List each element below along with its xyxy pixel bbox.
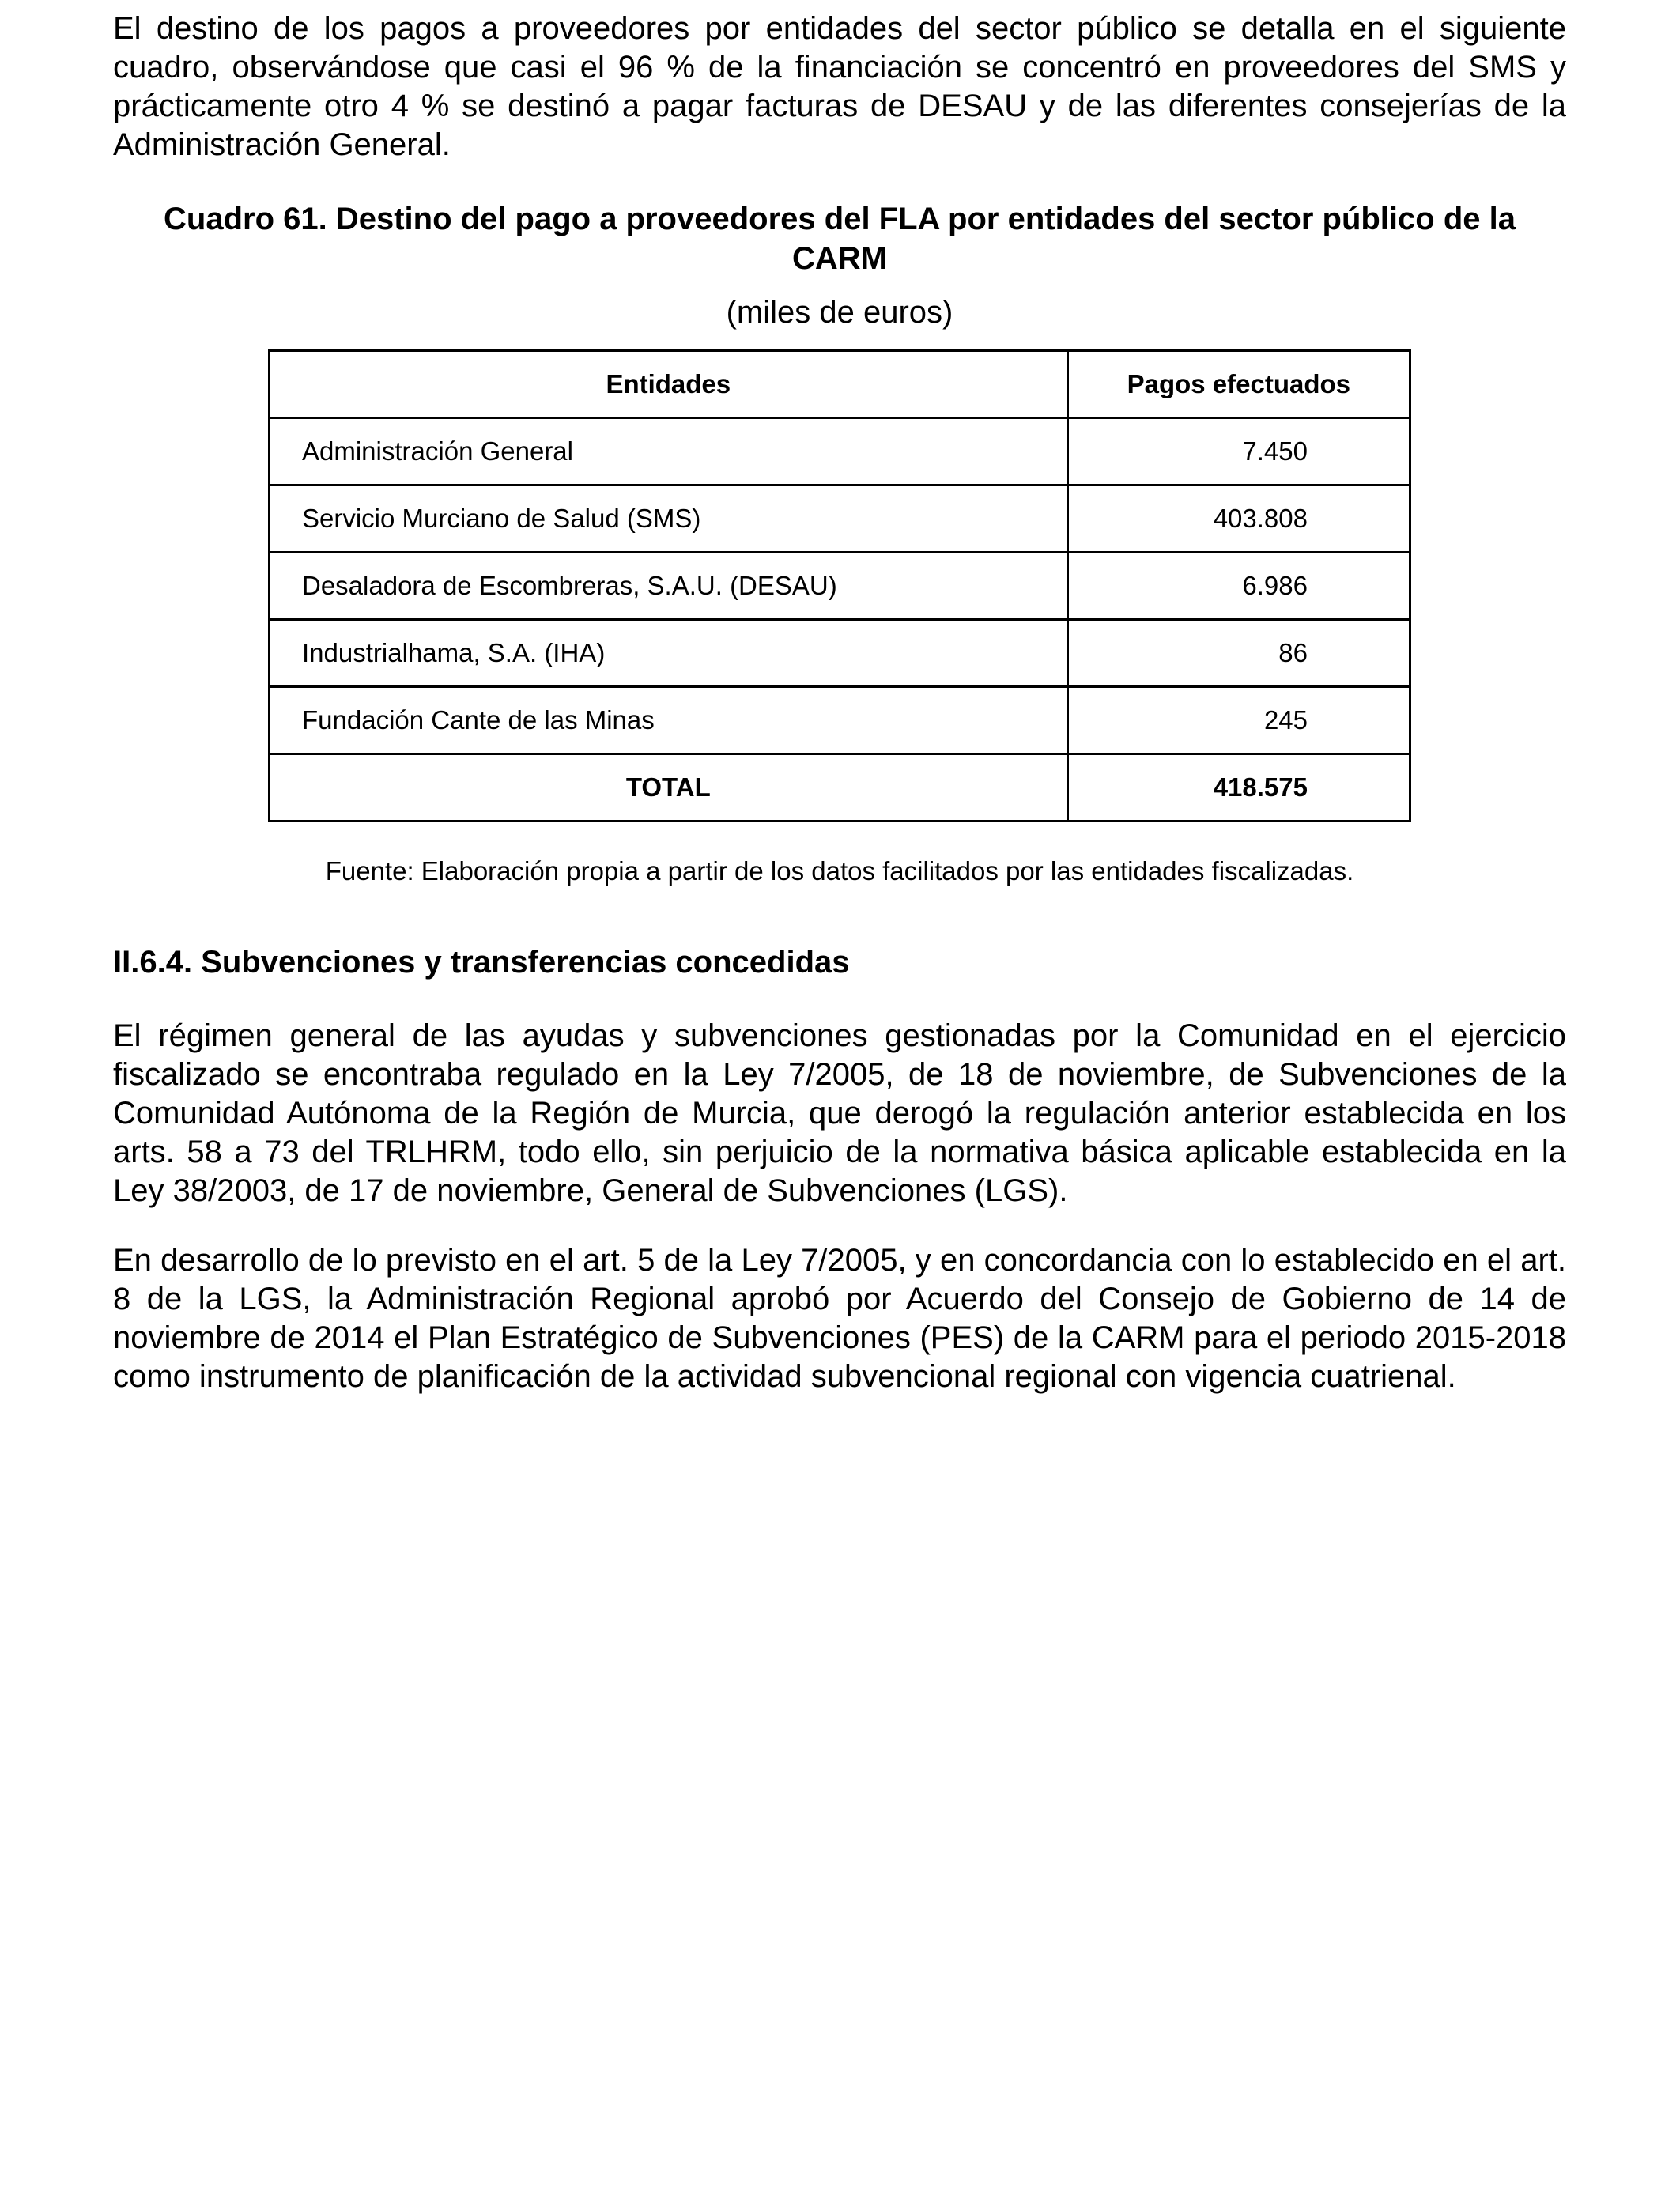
total-value: 418.575 <box>1067 754 1410 821</box>
payment-value: 86 <box>1067 620 1410 687</box>
payment-value: 7.450 <box>1067 418 1410 485</box>
entity-name: Fundación Cante de las Minas <box>270 687 1068 754</box>
table-row <box>270 418 1410 485</box>
body-paragraph: El régimen general de las ayudas y subvenciones gestionadas por la Comunidad en el ejercicio fiscalizado se encontraba regulado en la Ley 7/2005, de 18 de noviembre, de Subvenciones de la Comunidad Autónoma de la Región de Murcia, que derogó la regulación anterior establecida en los arts. 58 a 73 del TRLHRM, todo ello, sin perjuicio de la normativa básica aplicable establecida en la Ley 38/2003, de 17 de noviembre, General de Subvenciones (LGS). <box>113 1018 1566 1208</box>
column-header-entities: Entidades <box>270 351 1068 418</box>
table-row <box>270 687 1410 754</box>
entity-name: Desaladora de Escombreras, S.A.U. (DESAU) <box>270 553 1068 620</box>
table-header-row <box>270 351 1410 418</box>
section-heading: II.6.4. Subvenciones y transferencias concedidas <box>113 945 850 980</box>
table-row <box>270 620 1410 687</box>
table-source-note: Fuente: Elaboración propia a partir de los datos facilitados por las entidades fiscalizadas. <box>325 856 1354 886</box>
total-label: TOTAL <box>270 754 1068 821</box>
table-unit-label: (miles de euros) <box>726 295 953 330</box>
payment-value: 245 <box>1067 687 1410 754</box>
entity-name: Servicio Murciano de Salud (SMS) <box>270 485 1068 553</box>
payment-value: 403.808 <box>1067 485 1410 553</box>
table-row <box>270 553 1410 620</box>
table-caption: Cuadro 61. Destino del pago a proveedores del FLA por entidades del sector público de la CARM <box>164 202 1516 276</box>
column-header-payments: Pagos efectuados <box>1067 351 1410 418</box>
payment-value: 6.986 <box>1067 553 1410 620</box>
intro-paragraph: El destino de los pagos a proveedores por entidades del sector público se detalla en el siguiente cuadro, observándose que casi el 96 % de la financiación se concentró en proveedores del SMS y prácticamente otro 4 % se destinó a pagar facturas de DESAU y de las diferentes consejerías de la Administración General. <box>113 11 1566 162</box>
table-row <box>270 485 1410 553</box>
entity-name: Administración General <box>270 418 1068 485</box>
entity-name: Industrialhama, S.A. (IHA) <box>270 620 1068 687</box>
body-paragraph: En desarrollo de lo previsto en el art. 5 de la Ley 7/2005, y en concordancia con lo establecido en el art. 8 de la LGS, la Administración Regional aprobó por Acuerdo del Consejo de Gobierno de 14 de noviembre de 2014 el Plan Estratégico de Subvenciones (PES) de la CARM para el periodo 2015-2018 como instrumento de planificación de la actividad subvencional regional con vigencia cuatrienal. <box>113 1243 1566 1394</box>
payments-table <box>268 349 1411 822</box>
table-total-row <box>270 754 1410 821</box>
